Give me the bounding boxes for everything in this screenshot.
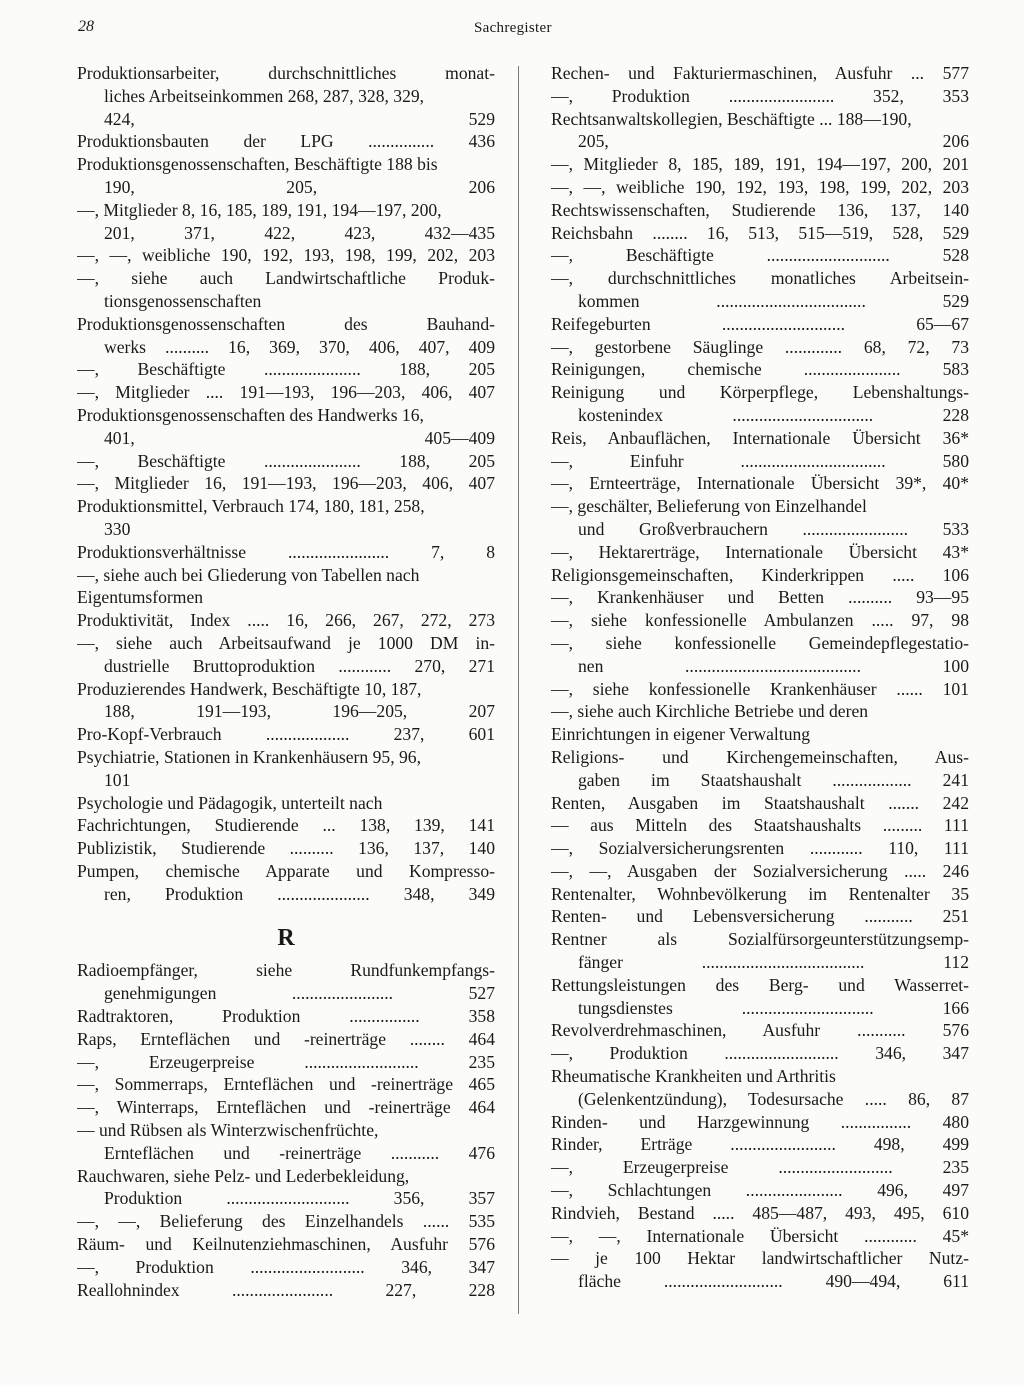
index-line: (Gelenkentzündung), Todesursache ..... 86, 87: [578, 1088, 969, 1109]
index-line: —, Ernteerträge, Internationale Übersicht 39*, 40*: [551, 473, 969, 494]
index-line: dustrielle Bruttoproduktion ............ 270, 271: [104, 655, 495, 676]
index-line: Reis, Anbauflächen, Internationale Übersicht 36*: [551, 427, 969, 448]
index-line: 424, 529: [104, 108, 495, 129]
index-line: —, Erzeugerpreise .......................... 235: [77, 1051, 495, 1072]
index-line: —, siehe auch Kirchliche Betriebe und deren: [551, 701, 869, 722]
index-line: werks .......... 16, 369, 370, 406, 407, 409: [104, 336, 495, 357]
index-line: Räum- und Keilnutenziehmaschinen, Ausfuhr 576: [77, 1234, 495, 1255]
index-line: —, Mitglieder 16, 191—193, 196—203, 406, 407: [77, 473, 495, 494]
index-line: —, geschälter, Belieferung von Einzelhandel: [551, 496, 867, 517]
index-line: 401, 405—409: [104, 427, 495, 448]
index-line: gaben im Staatshaushalt .................. 241: [578, 769, 969, 790]
index-line: Reifegeburten ............................ 65—67: [551, 313, 969, 334]
index-line: Rettungsleistungen des Berg- und Wasserret-: [551, 974, 969, 995]
index-line: —, Beschäftigte ...................... 188, 205: [77, 359, 495, 380]
index-line: Reinigung und Körperpflege, Lebenshaltungs-: [551, 382, 969, 403]
index-line: ren, Produktion ..................... 348, 349: [104, 883, 495, 904]
index-line: —, Sommerraps, Ernteflächen und -reinerträge 465: [77, 1074, 495, 1095]
index-line: Produktionsgenossenschaften des Handwerks 16,: [77, 404, 424, 425]
index-line: Reinigungen, chemische ...................... 583: [551, 359, 969, 380]
index-line: Raps, Ernteflächen und -reinerträge ........ 464: [77, 1028, 495, 1049]
index-line: —, siehe auch Arbeitsaufwand je 1000 DM in-: [77, 632, 495, 653]
index-line: Pro-Kopf-Verbrauch ................... 237, 601: [77, 724, 495, 745]
index-line: Rinder, Erträge ........................ 498, 499: [551, 1134, 969, 1155]
running-head: Sachregister: [474, 20, 552, 36]
index-line: Psychiatrie, Stationen in Krankenhäusern 95, 96,: [77, 746, 421, 767]
index-line: Radioempfänger, siehe Rundfunkempfangs-: [77, 960, 495, 981]
index-line: Produktionsmittel, Verbrauch 174, 180, 181, 258,: [77, 496, 425, 517]
index-line: Produktionsarbeiter, durchschnittliches monat-: [77, 63, 495, 83]
index-line: —, Mitglieder .... 191—193, 196—203, 406, 407: [77, 382, 495, 403]
index-line: —, —, Internationale Übersicht ............ 45*: [551, 1225, 969, 1246]
index-line: Renten, Ausgaben im Staatshaushalt ....... 242: [551, 792, 969, 813]
index-line: Fachrichtungen, Studierende ... 138, 139, 141: [77, 815, 495, 836]
index-line: — aus Mitteln des Staatshaushalts ......... 111: [551, 815, 969, 836]
index-line: Psychologie und Pädagogik, unterteilt nach: [77, 792, 383, 813]
index-line: — je 100 Hektar landwirtschaftlicher Nutz-: [551, 1248, 969, 1269]
index-line: —, —, weibliche 190, 192, 193, 198, 199, 202, 203: [77, 245, 495, 266]
index-line: Rauchwaren, siehe Pelz- und Lederbekleidung,: [77, 1165, 410, 1186]
index-line: —, Beschäftigte ...................... 188, 205: [77, 450, 495, 471]
index-line: —, Krankenhäuser und Betten .......... 93—95: [551, 587, 969, 608]
index-line: Religionsgemeinschaften, Kinderkrippen ..... 106: [551, 564, 969, 585]
index-line: —, Beschäftigte ............................ 528: [551, 245, 969, 266]
index-line: —, —, Belieferung des Einzelhandels ...... 535: [77, 1211, 495, 1232]
index-line: —, siehe konfessionelle Ambulanzen ..... 97, 98: [551, 610, 969, 631]
page-number: 28: [78, 18, 94, 35]
index-line: Renten- und Lebensversicherung ........... 251: [551, 906, 969, 927]
index-line: Eigentumsformen: [77, 587, 204, 608]
index-line: Produzierendes Handwerk, Beschäftigte 10, 187,: [77, 678, 422, 699]
index-line: 201, 371, 422, 423, 432—435: [104, 222, 495, 243]
index-line: kostenindex ................................ 228: [578, 404, 969, 425]
index-line: 330: [104, 518, 131, 539]
index-line: — und Rübsen als Winterzwischenfrüchte,: [77, 1120, 379, 1141]
index-line: Reallohnindex ....................... 227, 228: [77, 1279, 495, 1300]
index-line: Religions- und Kirchengemeinschaften, Aus-: [551, 746, 969, 767]
index-line: —, siehe auch bei Gliederung von Tabellen nach: [77, 564, 420, 585]
index-line: Revolverdrehmaschinen, Ausfuhr ........... 576: [551, 1020, 969, 1041]
index-line: Publizistik, Studierende .......... 136, 137, 140: [77, 838, 495, 859]
index-line: Ernteflächen und -reinerträge ........... 476: [104, 1142, 495, 1163]
index-line: —, siehe konfessionelle Gemeindepflegestatio-: [551, 632, 969, 653]
index-line: —, Produktion .......................... 346, 347: [551, 1043, 969, 1064]
index-line: Produktivität, Index ..... 16, 266, 267, 272, 273: [77, 610, 495, 631]
index-line: —, Erzeugerpreise .......................... 235: [551, 1157, 969, 1178]
index-line: Produktionsgenossenschaften, Beschäftigte 188 bis: [77, 154, 438, 175]
index-line: fänger ..................................... 112: [578, 952, 969, 973]
index-line: genehmigungen ....................... 527: [104, 983, 495, 1004]
index-line: Rechtsanwaltskollegien, Beschäftigte ... 188—190,: [551, 108, 912, 129]
index-line: liches Arbeitseinkommen 268, 287, 328, 329,: [104, 85, 425, 106]
index-line: Produktion ............................ 356, 357: [104, 1188, 495, 1209]
index-line: Produktionsverhältnisse ....................... 7, 8: [77, 541, 495, 562]
index-line: Einrichtungen in eigener Verwaltung: [551, 724, 811, 745]
index-line: Reichsbahn ........ 16, 513, 515—519, 528, 529: [551, 222, 969, 243]
index-line: tionsgenossenschaften: [104, 290, 262, 311]
section-letter: R: [277, 925, 295, 952]
left-column: [77, 62, 495, 1301]
index-line: —, —, Ausgaben der Sozialversicherung ..... 246: [551, 860, 969, 881]
index-line: tungsdienstes .............................. 166: [578, 997, 969, 1018]
index-line: Pumpen, chemische Apparate und Kompresso-: [77, 860, 495, 881]
index-line: —, Produktion .......................... 346, 347: [77, 1256, 495, 1277]
index-line: —, Mitglieder 8, 16, 185, 189, 191, 194—197, 200,: [77, 199, 442, 220]
index-line: —, Mitglieder 8, 185, 189, 191, 194—197, 200, 201: [551, 154, 969, 175]
index-line: —, siehe konfessionelle Krankenhäuser ...... 101: [551, 678, 969, 699]
index-line: —, gestorbene Säuglinge ............. 68, 72, 73: [551, 336, 969, 357]
index-line: —, Hektarerträge, Internationale Übersicht 43*: [551, 541, 969, 562]
index-line: nen ........................................ 100: [578, 655, 969, 676]
index-line: fläche ........................... 490—494, 611: [578, 1271, 969, 1292]
index-line: kommen .................................. 529: [578, 290, 969, 311]
section-spacer: [77, 905, 495, 919]
index-line: —, durchschnittliches monatliches Arbeitsein-: [551, 268, 969, 289]
index-line: 101: [104, 769, 131, 790]
index-line: —, Einfuhr ................................. 580: [551, 450, 969, 471]
index-line: —, Winterraps, Ernteflächen und -reinerträge 464: [77, 1097, 495, 1118]
index-line: —, Sozialversicherungsrenten ............ 110, 111: [551, 838, 969, 859]
index-line: und Großverbrauchern ........................ 533: [578, 518, 969, 539]
index-line: Rentenalter, Wohnbevölkerung im Rentenalter 35: [551, 883, 969, 904]
index-line: Produktionsgenossenschaften des Bauhand-: [77, 313, 495, 334]
column-divider: [518, 66, 519, 1314]
index-line: 205, 206: [578, 131, 969, 152]
index-line: Radtraktoren, Produktion ................ 358: [77, 1006, 495, 1027]
index-line: Rinden- und Harzgewinnung ................ 480: [551, 1111, 969, 1132]
index-line: Rechen- und Fakturiermaschinen, Ausfuhr ... 577: [551, 63, 969, 83]
index-line: —, Schlachtungen ...................... 496, 497: [551, 1180, 969, 1201]
index-line: —, Produktion ........................ 352, 353: [551, 85, 969, 106]
index-line: Rechtswissenschaften, Studierende 136, 137, 140: [551, 199, 969, 220]
right-column: [551, 62, 969, 1293]
index-line: —, —, weibliche 190, 192, 193, 198, 199, 202, 203: [551, 176, 969, 197]
index-line: Rindvieh, Bestand ..... 485—487, 493, 495, 610: [551, 1202, 969, 1223]
index-line: 188, 191—193, 196—205, 207: [104, 701, 495, 722]
index-line: 190, 205, 206: [104, 176, 495, 197]
index-line: Rheumatische Krankheiten und Arthritis: [551, 1066, 836, 1087]
index-line: —, siehe auch Landwirtschaftliche Produk-: [77, 268, 495, 289]
index-line: Produktionsbauten der LPG ............... 436: [77, 131, 495, 152]
index-line: Rentner als Sozialfürsorgeunterstützungsemp-: [551, 929, 969, 950]
